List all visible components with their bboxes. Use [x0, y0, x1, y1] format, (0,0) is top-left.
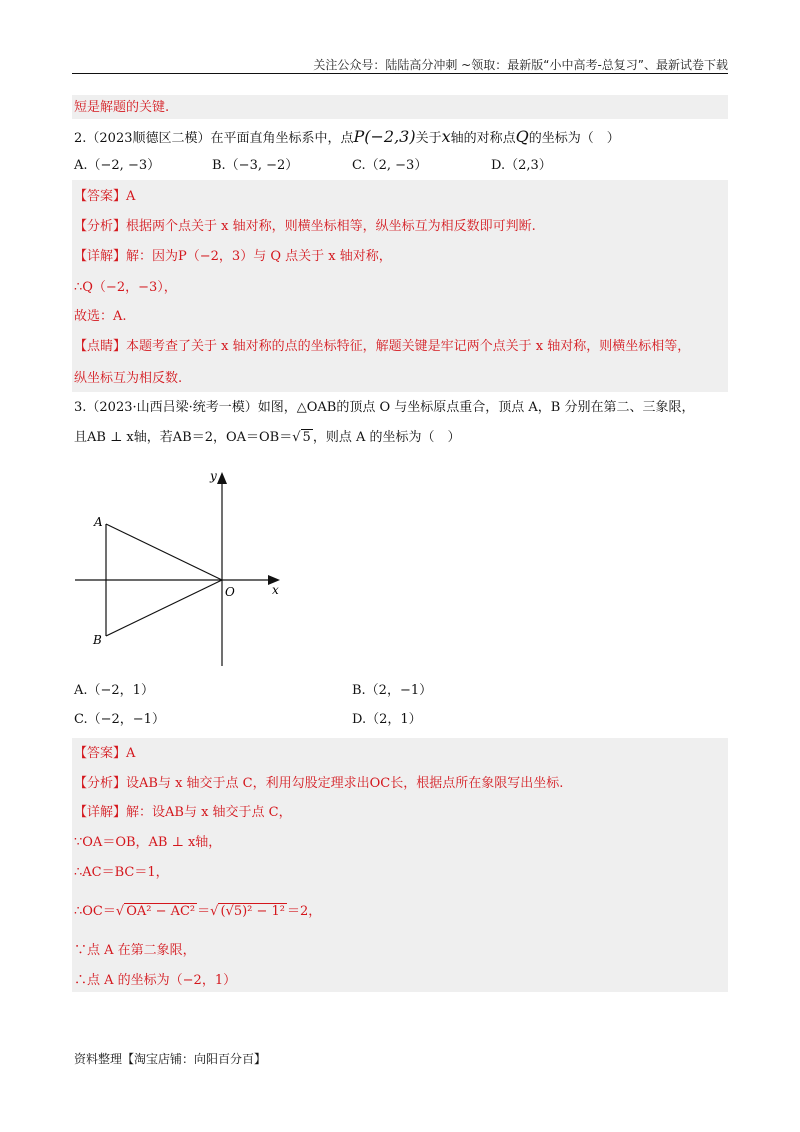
q3-detail-4e: ＝2， [287, 904, 322, 919]
q3-analysis-text: 设AB与 x 轴交于点 C，利用勾股定理求出OC长，根据点所在象限写出坐标. [126, 776, 564, 791]
q3-sqrt-sign-1: √ [115, 904, 125, 919]
q3-detail-3: ∴AC＝BC＝1， [74, 865, 169, 880]
q3-answer-value: A [126, 746, 136, 761]
label-y: y [210, 469, 217, 483]
q3-analysis [74, 774, 726, 794]
q3-option-a: A.（−2，1） [74, 683, 154, 698]
q2-detail-3: 故选：A. [74, 309, 127, 324]
q3-analysis-tag: 【分析】 [74, 776, 127, 791]
q2-stem [74, 127, 726, 149]
q2-option-d: D.（2,3） [491, 158, 552, 173]
q3-detail-4c: ＝ [197, 904, 211, 919]
q2-detail-1-text: 解：因为P（−2，3）与 Q 点关于 x 轴对称， [126, 249, 392, 264]
y-axis-arrow [217, 472, 227, 484]
q2-stem-a: 2.（2023顺德区二模）在平面直角坐标系中，点 [74, 131, 354, 146]
q3-stem-sqrt-5: 5 [302, 430, 311, 445]
segment-oa [106, 524, 222, 580]
q2-answer-tag: 【答案】 [74, 189, 127, 204]
q2-stem-b: 关于 [415, 131, 442, 146]
segment-ob [106, 580, 222, 636]
q3-answer-tag: 【答案】 [74, 746, 127, 761]
prev-solution-tail: 短是解题的关键. [74, 100, 170, 115]
q3-option-d: D.（2，1） [352, 712, 422, 727]
q3-detail-4 [74, 902, 726, 922]
q2-analysis-tag: 【分析】 [74, 219, 127, 234]
q3-option-c: C.（−2，−1） [74, 712, 165, 727]
q3-answer [74, 744, 726, 764]
q2-stem-d: 的坐标为（ ） [528, 131, 620, 146]
q3-sqrt-sign-2: √ [210, 904, 219, 919]
q2-detail-tag: 【详解】 [74, 249, 127, 264]
q3-stem-1: 3.（2023·山西吕梁·统考一模）如图，△OAB的顶点 O 与坐标原点重合，顶点 A，B 分别在第二、三象限， [74, 400, 695, 415]
page-footer: 资料整理【淘宝店铺：向阳百分百】 [74, 1052, 267, 1066]
q2-option-c: C.（2, −3） [352, 158, 428, 173]
q2-option-a: A.（−2, −3） [74, 158, 161, 173]
q3-detail-4a: ∴OC＝ [74, 904, 116, 919]
q3-detail-tag: 【详解】 [74, 805, 127, 820]
label-b: B [93, 633, 102, 647]
q2-answer [74, 187, 726, 207]
q2-analysis [74, 217, 726, 237]
q2-stem-x: x [441, 127, 451, 146]
q3-detail-1 [74, 803, 726, 823]
q3-figure [60, 460, 300, 670]
q2-comment-2: 纵坐标互为相反数. [74, 371, 183, 386]
header-rule [72, 73, 728, 74]
q3-stem-2b: ，则点 A 的坐标为（ ） [312, 430, 461, 445]
q3-stem-2a: 且AB ⊥ x轴，若AB＝2，OA＝OB＝ [74, 430, 293, 445]
q3-option-b: B.（2，−1） [352, 683, 433, 698]
q3-detail-4-radicand-2: (√5)² − 1² [220, 904, 286, 919]
q2-stem-q: Q [515, 127, 529, 146]
q2-comment-1-text: 本题考查了关于 x 轴对称的点的坐标特征，解题关键是牢记两个点关于 x 轴对称，则横坐标相等， [126, 339, 691, 354]
q3-detail-4-radicand-1: OA² − AC² [126, 904, 196, 919]
q2-detail-2: ∴Q（−2，−3）， [74, 280, 177, 295]
page-header: 关注公众号：陆陆高分冲刺 ~领取：最新版“小中高考-总复习”、最新试卷下载 [313, 58, 728, 72]
q2-option-b: B.（−3, −2） [212, 158, 299, 173]
q3-detail-5: ∵点 A 在第二象限， [74, 943, 196, 958]
q2-comment-1 [74, 337, 726, 357]
q2-stem-point: P(−2,3) [353, 127, 416, 146]
label-x: x [272, 583, 279, 597]
q3-detail-2: ∵OA＝OB，AB ⊥ x轴， [74, 835, 222, 850]
label-o: O [225, 585, 235, 599]
q2-stem-c: 轴的对称点 [450, 131, 516, 146]
q3-detail-1-text: 解：设AB与 x 轴交于点 C， [126, 805, 292, 820]
q3-stem-2 [74, 428, 726, 448]
q2-answer-value: A [126, 189, 136, 204]
q3-detail-6: ∴点 A 的坐标为（−2，1） [74, 973, 237, 988]
q2-analysis-text: 根据两个点关于 x 轴对称，则横坐标相等，纵坐标互为相反数即可判断. [126, 219, 536, 234]
q3-sqrt-sign: √ [292, 430, 301, 445]
q2-comment-tag: 【点睛】 [74, 339, 127, 354]
label-a: A [94, 515, 103, 529]
q2-detail-1 [74, 247, 726, 267]
